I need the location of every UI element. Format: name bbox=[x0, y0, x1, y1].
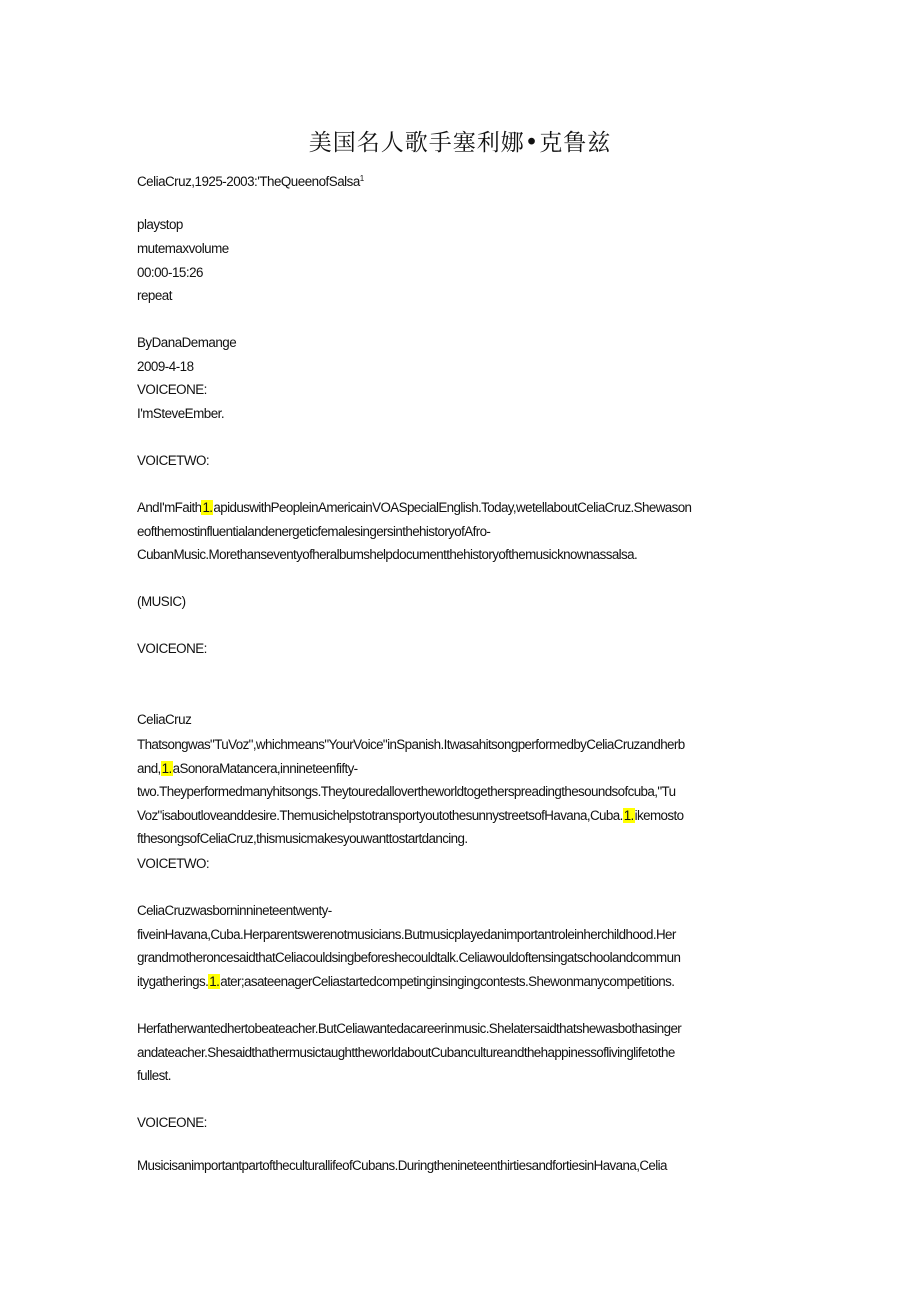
paragraph-4 bbox=[137, 1017, 787, 1088]
text-line: CubanMusic.Morethanseventyofheralbumshelpdocumentthehistoryofthemusicknownassalsa. bbox=[137, 547, 638, 562]
byline: ByDanaDemange bbox=[137, 335, 237, 350]
text-line: AndI'mFaith1.apiduswithPeopleinAmericainVOASpecialEnglish.Today,wetellaboutCeliaCruz.Shewason bbox=[137, 500, 692, 515]
text-line: two.Theyperformedmanyhitsongs.Theytouredallovertheworldtogetherspreadingthesoundsofcuba,"Tu bbox=[137, 784, 676, 799]
text-line: grandmotheroncesaidthatCeliacouldsingbeforeshecouldtalk.Celiawouldoftensingatschoolandcommun bbox=[137, 950, 681, 965]
text-line: eofthemostinfluentialandenergeticfemalesingersinthehistoryofAfro- bbox=[137, 523, 491, 539]
text-line: fthesongsofCeliaCruz,thismusicmakesyouwanttostartdancing. bbox=[137, 831, 468, 846]
player-mute-volume: mutemaxvolume bbox=[137, 241, 229, 256]
text-line: and,1.aSonoraMatancera,innineteenfifty- bbox=[137, 760, 358, 776]
highlight-marker: 1. bbox=[161, 760, 172, 776]
paragraph-2 bbox=[137, 733, 787, 851]
date: 2009-4-18 bbox=[137, 359, 194, 374]
speaker-label: VOICEONE: bbox=[137, 1115, 207, 1130]
intro-line: I'mSteveEmber. bbox=[137, 406, 225, 421]
highlight-marker: 1. bbox=[202, 500, 213, 515]
paragraph-1 bbox=[137, 496, 787, 567]
text-line: fiveinHavana,Cuba.Herparentswerenotmusicians.Butmusicplayedanimportantroleinherchildhood.Her bbox=[137, 926, 676, 942]
text-line: MusicisanimportantpartoftheculturallifeofCubans.DuringthenineteenthirtiesandfortiesinHavana,Celia bbox=[137, 1158, 667, 1173]
text-line: Thatsongwas"TuVoz",whichmeans"YourVoice"inSpanish.ItwasahitsongperformedbyCeliaCruzandherb bbox=[137, 737, 685, 752]
text-line: andateacher.ShesaidthathermusictaughttheworldaboutCubancultureandthehappinessoflivinglifetothe bbox=[137, 1044, 675, 1060]
highlight-marker: 1. bbox=[623, 807, 634, 823]
speaker-label: VOICEONE: bbox=[137, 641, 207, 656]
subtitle-text: CeliaCruz,1925-2003:'TheQueenofSalsa bbox=[137, 174, 360, 189]
text-line: Herfatherwantedhertobeateacher.ButCeliawantedacareerinmusic.Shelatersaidthatshewasbothasinger bbox=[137, 1021, 682, 1036]
player-play-stop: playstop bbox=[137, 217, 183, 232]
song-caption: CeliaCruz bbox=[137, 712, 192, 727]
speaker-label: VOICETWO: bbox=[137, 856, 210, 871]
text-line: fullest. bbox=[137, 1068, 171, 1083]
speaker-label: VOICETWO: bbox=[137, 453, 210, 468]
music-cue: (MUSIC) bbox=[137, 594, 186, 609]
text-line: Voz"isaboutloveanddesire.ThemusichelpstotransportyoutothesunnystreetsofHavana,Cuba.1.ikemosto bbox=[137, 807, 684, 823]
highlight-marker: 1. bbox=[209, 973, 220, 989]
speaker-label: VOICEONE: bbox=[137, 382, 207, 397]
page-title: 美国名人歌手塞利娜•克鲁兹 bbox=[308, 130, 612, 156]
text-line: CeliaCruzwasborninnineteentwenty- bbox=[137, 903, 332, 918]
player-time: 00:00-15:26 bbox=[137, 265, 203, 280]
footnote-marker: 1 bbox=[359, 174, 364, 183]
subtitle bbox=[137, 171, 787, 190]
text-line: itygatherings.1.ater;asateenagerCeliastartedcompetinginsingingcontests.Shewonmanycompetitions. bbox=[137, 973, 675, 989]
player-repeat: repeat bbox=[137, 288, 172, 303]
paragraph-5 bbox=[137, 1154, 787, 1178]
paragraph-3 bbox=[137, 899, 787, 993]
